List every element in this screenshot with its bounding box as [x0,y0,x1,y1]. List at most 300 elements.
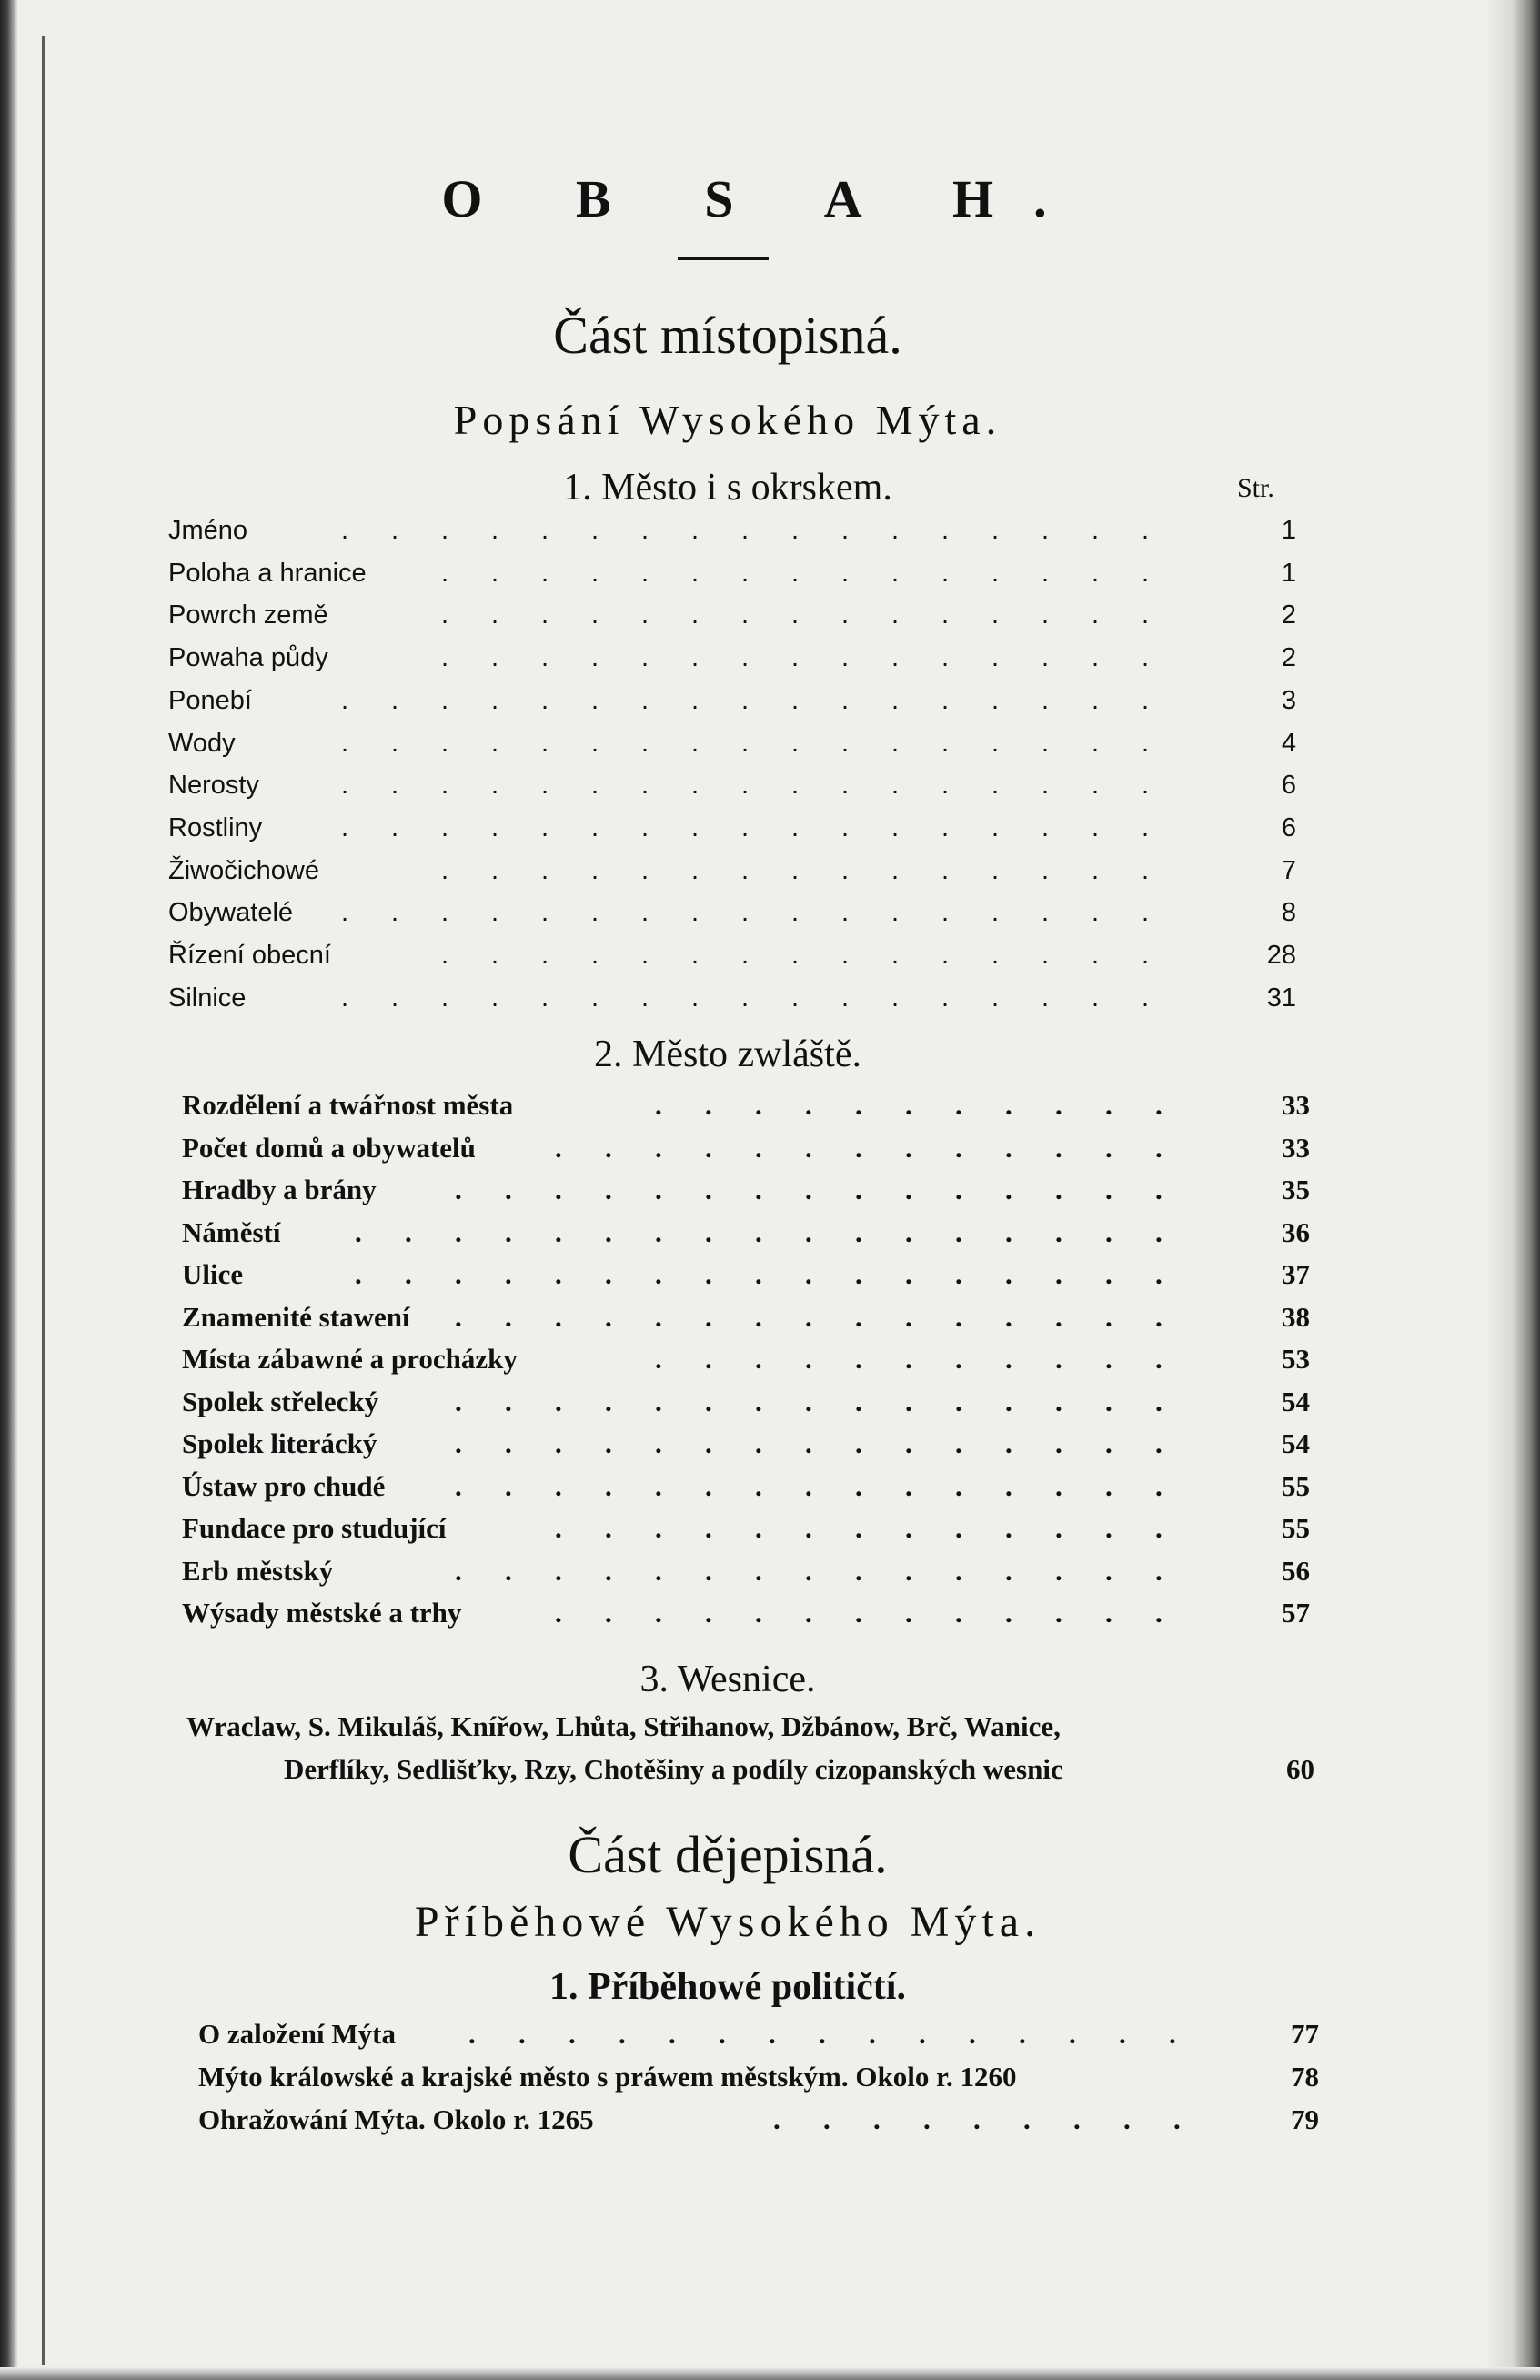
leader-dot: . [805,1343,812,1375]
leader-dot: . [1169,2018,1176,2050]
leader-dot: . [705,1258,712,1290]
bottom-page-edge [0,2367,1540,2380]
part2-subtitle: Příběhowé Wysokého Mýta. [414,1898,1042,1946]
leader-dot: . [755,1554,762,1587]
leader-dot: . [405,1258,412,1290]
toc-page-number: 2 [1281,643,1296,673]
leader-dot: . [791,516,800,545]
leader-dot: . [341,728,349,758]
leader-dot: . [1155,1385,1163,1417]
leader-dot: . [541,771,549,801]
toc-entry-label: Ohražowání Mýta. Okolo r. 1265 [198,2103,594,2135]
leader-dot: . [441,812,449,842]
toc-page-number: 2 [1281,600,1296,630]
leader-dot: . [441,643,449,673]
leader-dot: . [741,983,750,1013]
leader-dot: . [841,771,850,801]
leader-dot: . [891,771,900,801]
leader-dot: . [541,685,549,715]
leader-dot: . [441,516,449,545]
leader-dot: . [491,558,499,588]
leader-dot: . [991,600,1000,630]
leader-dot: . [741,941,750,970]
leader-dot: . [791,685,800,715]
toc-entry-label: Wody [168,728,236,758]
leader-dot: . [855,1131,862,1164]
toc-entry-label: Žiwočichowé [168,855,319,885]
leader-dot: . [591,728,599,758]
leader-dot: . [1092,516,1100,545]
leader-dot: . [505,1469,512,1502]
toc-page-number: 79 [1291,2103,1319,2135]
leader-dot: . [491,983,499,1013]
toc-page-number: 78 [1291,2061,1319,2093]
leader-dot: . [941,812,950,842]
leader-dot: . [605,1258,612,1290]
leader-dot: . [805,1215,812,1248]
leader-dot: . [555,1174,562,1205]
leader-dot: . [1055,1300,1062,1333]
leader-dot: . [505,1215,512,1248]
leader-dot: . [555,1512,562,1544]
toc-row [168,983,1296,1025]
toc-page-number: 54 [1282,1427,1310,1459]
toc-page-number: 28 [1266,941,1296,970]
leader-dot: . [391,898,399,928]
leader-dot: . [841,728,850,758]
leader-dot: . [455,1215,462,1248]
leader-dot: . [1155,1427,1163,1459]
leader-dot: . [391,983,399,1013]
binding-line [42,36,45,2365]
leader-dot: . [1042,558,1050,588]
toc-entry-label: Ulice [182,1258,244,1290]
leader-dot: . [905,1469,912,1502]
toc-entry-label: Obywatelé [168,898,294,928]
toc-page-number: 57 [1282,1597,1310,1629]
leader-dot: . [741,558,750,588]
leader-dot: . [1055,1258,1062,1290]
villages-page: 60 [1286,1753,1314,1785]
leader-dot: . [855,1258,862,1290]
leader-dot: . [691,812,700,842]
leader-dot: . [705,1300,712,1333]
leader-dot: . [1042,812,1050,842]
toc-row [182,1216,1310,1258]
leader-dot: . [355,1258,362,1290]
toc-page-number: 8 [1281,898,1296,928]
leader-dot: . [841,516,850,545]
leader-dot: . [691,643,700,673]
leader-dot: . [1055,1469,1062,1502]
leader-dot: . [341,983,349,1013]
toc-entry-label: Silnice [168,983,247,1013]
leader-dot: . [605,1554,612,1587]
leader-dot: . [1142,516,1150,545]
leader-dot: . [855,1512,862,1544]
leader-dot: . [455,1469,462,1502]
leader-dot: . [1123,2103,1131,2135]
leader-dot: . [491,771,499,801]
toc-page-number: 55 [1282,1512,1310,1544]
leader-dot: . [1119,2018,1126,2050]
leader-dot: . [991,855,1000,885]
toc-page-number: 37 [1282,1258,1310,1290]
leader-dot: . [991,898,1000,928]
leader-dot: . [441,558,449,588]
leader-dot: . [1055,1174,1062,1205]
toc-page-number: 56 [1282,1554,1310,1587]
leader-dot: . [941,898,950,928]
leader-dot: . [605,1215,612,1248]
leader-dot: . [1105,1427,1112,1459]
leader-dot: . [591,941,599,970]
leader-dot: . [1055,1385,1062,1417]
leader-dot: . [591,685,599,715]
leader-dot: . [641,643,649,673]
leader-dot: . [705,1597,712,1629]
leader-dot: . [655,1174,662,1205]
toc-page-number: 54 [1282,1385,1310,1417]
leader-dot: . [755,1343,762,1375]
leader-dot: . [691,771,700,801]
toc-entry-label: Hradby a brány [182,1174,377,1205]
leader-dot: . [755,1174,762,1205]
leader-dot: . [1142,685,1150,715]
leader-dot: . [555,1427,562,1459]
toc-entry-label: Počet domů a obywatelů [182,1131,476,1164]
leader-dot: . [1055,1427,1062,1459]
leader-dot: . [655,1131,662,1164]
leader-dot: . [855,1215,862,1248]
leader-dot: . [341,771,349,801]
leader-dot: . [1005,1469,1012,1502]
toc-page-number: 6 [1281,771,1296,801]
toc-row [168,898,1296,940]
leader-dot: . [441,771,449,801]
leader-dot: . [823,2103,830,2135]
leader-dot: . [1142,855,1150,885]
leader-dot: . [591,855,599,885]
leader-dot: . [1092,685,1100,715]
leader-dot: . [491,600,499,630]
leader-dot: . [1142,983,1150,1013]
leader-dot: . [1055,1554,1062,1587]
leader-dot: . [705,1215,712,1248]
leader-dot: . [541,983,549,1013]
leader-dot: . [741,643,750,673]
leader-dot: . [341,685,349,715]
leader-dot: . [941,643,950,673]
leader-dot: . [855,1089,862,1121]
leader-dot: . [955,1427,962,1459]
leader-dot: . [441,898,449,928]
leader-dot: . [605,1512,612,1544]
leader-dot: . [619,2018,626,2050]
leader-dot: . [655,1427,662,1459]
leader-dot: . [955,1300,962,1333]
leader-dot: . [691,898,700,928]
page-heading: O B S A H. [441,169,1087,228]
leader-dot: . [891,558,900,588]
leader-dot: . [391,685,399,715]
leader-dot: . [855,1343,862,1375]
leader-dot: . [791,898,800,928]
leader-dot: . [991,643,1000,673]
leader-dot: . [341,898,349,928]
leader-dot: . [991,685,1000,715]
leader-dot: . [841,643,850,673]
toc-entry-label: Jméno [168,516,248,545]
leader-dot: . [1142,558,1150,588]
leader-dot: . [755,1469,762,1502]
leader-dot: . [1155,1597,1163,1629]
leader-dot: . [991,516,1000,545]
leader-dot: . [1055,1512,1062,1544]
leader-dot: . [791,558,800,588]
leader-dot: . [491,898,499,928]
toc-row [182,1258,1310,1300]
toc-row [198,2061,1319,2103]
leader-dot: . [791,812,800,842]
toc-row [182,1343,1310,1385]
villages-line-2: Derflíky, Sedlišťky, Rzy, Chotěšiny a podíly cizopanských wesnic [284,1753,1063,1785]
leader-dot: . [541,643,549,673]
leader-dot: . [955,1469,962,1502]
leader-dot: . [1005,1131,1012,1164]
leader-dot: . [905,1343,912,1375]
toc-entry-label: Mýto králowské a krajské město s práwem městským. Okolo r. 1260 [198,2061,1017,2093]
leader-dot: . [441,855,449,885]
leader-dot: . [955,1385,962,1417]
toc-page-number: 33 [1282,1089,1310,1121]
leader-dot: . [541,516,549,545]
leader-dot: . [955,1174,962,1205]
leader-dot: . [955,1215,962,1248]
leader-dot: . [441,728,449,758]
leader-dot: . [1055,1089,1062,1121]
leader-dot: . [891,941,900,970]
leader-dot: . [691,516,700,545]
leader-dot: . [855,1427,862,1459]
leader-dot: . [605,1131,612,1164]
toc-page-number: 1 [1281,558,1296,588]
heading-rule [678,257,769,260]
leader-dot: . [391,516,399,545]
leader-dot: . [1155,1343,1163,1375]
leader-dot: . [641,771,649,801]
leader-dot: . [655,1385,662,1417]
leader-dot: . [605,1300,612,1333]
leader-dot: . [891,685,900,715]
leader-dot: . [1042,516,1050,545]
leader-dot: . [691,600,700,630]
leader-dot: . [1042,728,1050,758]
leader-dot: . [641,812,649,842]
leader-dot: . [1155,1554,1163,1587]
leader-dot: . [941,771,950,801]
leader-dot: . [1092,600,1100,630]
leader-dot: . [641,941,649,970]
leader-dot: . [755,1131,762,1164]
leader-dot: . [1005,1300,1012,1333]
leader-dot: . [1005,1174,1012,1205]
leader-dot: . [1019,2018,1026,2050]
leader-dot: . [441,941,449,970]
leader-dot: . [941,728,950,758]
leader-dot: . [841,941,850,970]
leader-dot: . [755,1597,762,1629]
leader-dot: . [1042,600,1050,630]
leader-dot: . [541,898,549,928]
toc-row [182,1386,1310,1427]
toc-row [182,1555,1310,1597]
right-page-edge [1485,0,1540,2380]
leader-dot: . [791,983,800,1013]
leader-dot: . [1005,1215,1012,1248]
leader-dot: . [1105,1258,1112,1290]
leader-dot: . [705,1469,712,1502]
leader-dot: . [491,728,499,758]
leader-dot: . [905,1174,912,1205]
leader-dot: . [1005,1089,1012,1121]
leader-dot: . [1042,898,1050,928]
leader-dot: . [1092,898,1100,928]
section-1-title: 1. Město i s okrskem. [563,467,892,509]
leader-dot: . [441,685,449,715]
leader-dot: . [805,1131,812,1164]
leader-dot: . [1092,941,1100,970]
leader-dot: . [641,728,649,758]
toc-row [168,856,1296,898]
leader-dot: . [891,898,900,928]
leader-dot: . [1105,1554,1112,1587]
leader-dot: . [541,600,549,630]
leader-dot: . [905,1258,912,1290]
leader-dot: . [1092,983,1100,1013]
leader-dot: . [941,941,950,970]
toc-entry-label: Nerosty [168,771,259,801]
leader-dot: . [1142,600,1150,630]
toc-entry-label: Powrch země [168,600,328,630]
leader-dot: . [641,516,649,545]
leader-dot: . [505,1300,512,1333]
leader-dot: . [905,1597,912,1629]
toc-row [182,1301,1310,1343]
leader-dot: . [705,1385,712,1417]
leader-dot: . [791,728,800,758]
leader-dot: . [1042,983,1050,1013]
leader-dot: . [1092,728,1100,758]
leader-dot: . [891,600,900,630]
leader-dot: . [1105,1300,1112,1333]
leader-dot: . [691,558,700,588]
leader-dot: . [1105,1597,1112,1629]
leader-dot: . [905,1215,912,1248]
leader-dot: . [973,2103,981,2135]
leader-dot: . [705,1174,712,1205]
leader-dot: . [468,2018,476,2050]
leader-dot: . [1105,1343,1112,1375]
leader-dot: . [741,516,750,545]
leader-dot: . [741,600,750,630]
leader-dot: . [1142,771,1150,801]
toc-row [198,2018,1319,2060]
toc-page-number: 7 [1281,855,1296,885]
leader-dot: . [691,941,700,970]
leader-dot: . [841,558,850,588]
toc-entry-label: Spolek střelecký [182,1385,379,1417]
leader-dot: . [355,1215,362,1248]
toc-entry-label: Místa zábawné a procházky [182,1343,518,1375]
leader-dot: . [841,812,850,842]
leader-dot: . [805,1174,812,1205]
leader-dot: . [691,855,700,885]
leader-dot: . [605,1597,612,1629]
leader-dot: . [955,1554,962,1587]
leader-dot: . [591,643,599,673]
leader-dot: . [841,855,850,885]
leader-dot: . [591,812,599,842]
leader-dot: . [755,1258,762,1290]
leader-dot: . [805,1554,812,1587]
leader-dot: . [905,1131,912,1164]
leader-dot: . [955,1089,962,1121]
part2-title: Část dějepisná. [568,1825,888,1884]
leader-dot: . [905,1427,912,1459]
villages-line-1: Wraclaw, S. Mikuláš, Knířow, Lhůta, Střihanow, Džbánow, Brč, Wanice, [186,1710,1061,1742]
leader-dot: . [641,685,649,715]
leader-dot: . [505,1554,512,1587]
leader-dot: . [555,1131,562,1164]
leader-dot: . [841,600,850,630]
leader-dot: . [655,1597,662,1629]
toc-entry-label: Rostliny [168,812,263,842]
leader-dot: . [518,2018,526,2050]
leader-dot: . [905,1089,912,1121]
leader-dot: . [455,1258,462,1290]
toc-entry-label: Powaha půdy [168,643,328,673]
toc-row [168,516,1296,558]
leader-dot: . [1042,685,1050,715]
leader-dot: . [1105,1512,1112,1544]
leader-dot: . [1173,2103,1181,2135]
leader-dot: . [791,600,800,630]
leader-dot: . [1155,1089,1163,1121]
leader-dot: . [1005,1427,1012,1459]
leader-dot: . [1005,1258,1012,1290]
leader-dot: . [705,1131,712,1164]
leader-dot: . [991,728,1000,758]
leader-dot: . [705,1089,712,1121]
leader-dot: . [391,728,399,758]
leader-dot: . [541,812,549,842]
leader-dot: . [791,855,800,885]
leader-dot: . [1055,1131,1062,1164]
leader-dot: . [455,1427,462,1459]
leader-dot: . [841,898,850,928]
leader-dot: . [905,1512,912,1544]
leader-dot: . [1155,1131,1163,1164]
toc-row [182,1089,1310,1131]
toc-entry-label: Wýsady městské a trhy [182,1597,462,1629]
leader-dot: . [605,1385,612,1417]
leader-dot: . [1005,1597,1012,1629]
leader-dot: . [873,2103,881,2135]
leader-dot: . [641,898,649,928]
leader-dot: . [691,685,700,715]
leader-dot: . [455,1554,462,1587]
